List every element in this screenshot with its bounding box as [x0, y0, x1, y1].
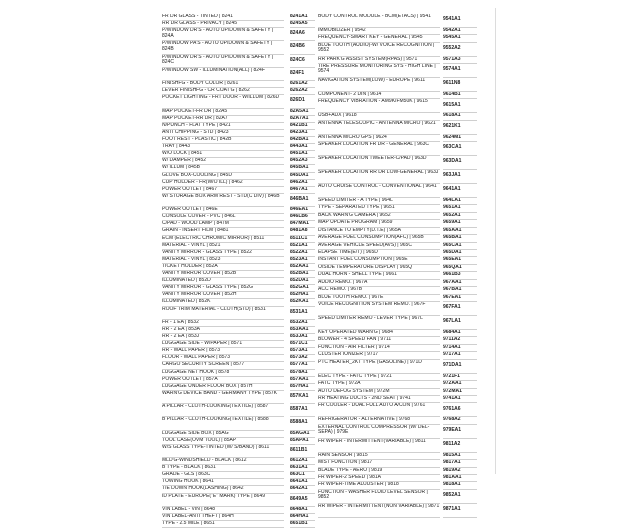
- left-row-description: ID PLATE - EUROPE("E" MARK) TYPE | 8649: [162, 494, 284, 507]
- right-row-description: MAP UPDATE PROGRAM | 9659: [318, 220, 440, 227]
- right-row-description: ELEC TYPE - FATC TYPE | 9721: [318, 374, 440, 381]
- left-row-description: W/ STORAGE BOX ARM REST - STD(C DIV) | 846B: [162, 194, 284, 207]
- right-row-description: AVERAGE FUEL CONSUMPTION(AFC) | 965B: [318, 235, 440, 242]
- left-row-description: ANTI CHIPPING - STD | 8423: [162, 130, 284, 137]
- left-row-code: 85APA1: [290, 438, 315, 445]
- right-row-code: 9714A1: [443, 345, 477, 352]
- left-row-description: T/E DOWN HOOK(LASHING) | 8642: [162, 486, 284, 493]
- right-row-description: BLUE TOOTH (AUDIO)-W/ VOICE RECOGNITION | 9552: [318, 43, 440, 57]
- left-row-description: CONSOLE COVER - PVC | 846L: [162, 214, 284, 221]
- right-row-code: 981AA1: [443, 475, 477, 482]
- left-row-description: TOOL CASE(OVM TOOL) | 85AP: [162, 438, 284, 445]
- right-row-description: KEY OPERATED WARN'G | 9684: [318, 330, 440, 337]
- left-row-code: 846BA1: [290, 194, 315, 207]
- left-row-code: 8451A1: [290, 151, 315, 158]
- left-row-description: TRAY | 8443: [162, 144, 284, 151]
- right-row-description: RR PARK'G ASSIST SYSTEM(RPAS) | 9571: [318, 57, 440, 64]
- left-row-code: 852AA1: [290, 264, 315, 271]
- left-row-code: 8467A1: [290, 187, 315, 194]
- left-row-code: 857KA1: [290, 391, 315, 404]
- left-row-description: VANITY MIRROR - GLASS TYPE | 852G: [162, 285, 284, 292]
- left-row-description: ILLUMINATED | 852K: [162, 299, 284, 306]
- right-row-code: 965EA1: [443, 257, 477, 264]
- left-row-code: 8511C1: [290, 236, 315, 243]
- right-row-description: IMMOBILIZER | 9542: [318, 28, 440, 35]
- left-row-description: FOOT REST - PLASTIC | 842B: [162, 137, 284, 144]
- right-row-code: 9768A2: [443, 417, 477, 424]
- right-row-description: SPEED LIMITER - A TYPE | 964L: [318, 198, 440, 205]
- left-row-code: 85AGA1: [290, 431, 315, 438]
- right-row-code: 965AA1: [443, 228, 477, 235]
- right-row-description: FUNCTION - AIR FILTER | 9714: [318, 345, 440, 352]
- right-row-code: 9542A1: [443, 28, 477, 35]
- right-row-description: FR WIPER-TIME ADJUSTER | 9818: [318, 482, 440, 489]
- right-row-code: 972AA1: [443, 381, 477, 388]
- left-row-code: 826D1: [290, 95, 315, 108]
- left-description-column: [162, 14, 284, 528]
- left-row-code: 8573A1: [290, 348, 315, 355]
- left-row-code: 8642A1: [290, 486, 315, 493]
- left-row-description: ROOF TRIM MATERIAL - CLOTH(STD) | 8531: [162, 307, 284, 320]
- left-row-description: P/WINDOW DR'S - AUTO UP/DOWN & SAFETY | 824A: [162, 28, 284, 41]
- left-row-code: 847MA1: [290, 221, 315, 228]
- left-row-code: 8641A1: [290, 479, 315, 486]
- right-row-code: 9545A1: [443, 35, 477, 42]
- left-row-code: 8573A2: [290, 355, 315, 362]
- right-row-code: 964LA1: [443, 198, 477, 205]
- left-row-code: 852HA1: [290, 292, 315, 299]
- left-row-description: LUGGAGE SIDE - W/PAPER | 8571: [162, 341, 284, 348]
- right-row-description: ELAPSE TIME(E/T) | 965D: [318, 250, 440, 257]
- right-row-code: 9721F1: [443, 374, 477, 381]
- right-row-code: 967AA1: [443, 280, 477, 287]
- right-row-description: NAVIGATION SYSTEM(LOW) - EUROPE | 9611: [318, 78, 440, 92]
- right-row-description: VOICE RECOGNITION SYSTEM REMO. | 967F: [318, 302, 440, 316]
- right-row-code: 9615A1: [443, 99, 477, 113]
- left-row-description: W/O LOCK | 8451: [162, 151, 284, 158]
- right-row-code: 965BA1: [443, 235, 477, 242]
- right-row-code: 967LA1: [443, 316, 477, 330]
- left-row-description: POCKET LIGHTING - FRT DOOR - W/ILLUM | 826D: [162, 95, 284, 108]
- left-row-code: 857AA1: [290, 377, 315, 384]
- left-row-code: 8571C1: [290, 341, 315, 348]
- left-row-description: WARN'G DEVICE BAND - GERMANY TYPE | 857K: [162, 391, 284, 404]
- left-row-code: 8649A5: [290, 494, 315, 507]
- left-row-description: C/PAD - WOOD LAMP | 847M: [162, 221, 284, 228]
- left-row-description: MLD'G-WINDSHIELD - BLACK | 8612: [162, 458, 284, 465]
- right-row-code: 9817A1: [443, 460, 477, 467]
- left-row-description: A PILLAR - CLOTH-LOOKING(TEXTILE) | 8587: [162, 404, 284, 417]
- page-edge-divider: [495, 8, 496, 474]
- right-row-code: 9574A1: [443, 64, 477, 78]
- right-row-code: 9652A1: [443, 213, 477, 220]
- right-row-code: 9651A1: [443, 205, 477, 212]
- left-row-description: TYPE - 2.5 MILE | 8651: [162, 521, 284, 528]
- left-row-code: 8421B1: [290, 123, 315, 130]
- left-row-code: 8577A1: [290, 362, 315, 369]
- right-row-code: 965QA1: [443, 265, 477, 272]
- right-row-description: COMPONENT- 2 DIN | 9614: [318, 92, 440, 99]
- left-row-code: 846EA1: [290, 207, 315, 214]
- right-row-description: FATC TYPE | 972A: [318, 381, 440, 388]
- left-row-description: TICKET HOLDER | 852A: [162, 264, 284, 271]
- right-code-column: [443, 14, 477, 518]
- right-row-description: SPEAKER LOCATION RR DR LOW-GENERAL | 963J: [318, 170, 440, 184]
- right-row-description: FR WIPER-2 SPEED | 981A: [318, 475, 440, 482]
- right-row-description: ACC REMO. | 967B: [318, 287, 440, 294]
- right-row-code: 9624M1: [443, 135, 477, 142]
- left-row-code: 8588A1: [290, 417, 315, 430]
- left-row-description: MAP POCKET-FR DR | 82A5: [162, 109, 284, 116]
- right-row-description: BLADE TYPE - AERO | 9819: [318, 468, 440, 475]
- left-row-description: VIN LABEL - VIN | 8648: [162, 507, 284, 514]
- left-code-column: [290, 14, 315, 528]
- left-row-code: 857HA1: [290, 384, 315, 391]
- left-row-code: 8481A8: [290, 228, 315, 235]
- left-row-code: 824C6: [290, 55, 315, 68]
- left-row-description: POWER OUTLET | 8467: [162, 187, 284, 194]
- left-row-description: CARGO SECURITY SCREEN | 8577: [162, 362, 284, 369]
- left-row-description: VIN LABEL-ANTI THEFT | 864H: [162, 514, 284, 521]
- right-row-code: 9552A2: [443, 43, 477, 57]
- right-row-code: 9571A3: [443, 57, 477, 64]
- left-row-code: 8522A1: [290, 250, 315, 257]
- right-row-description: TYPE - SEPARATED TYPE | 9651: [318, 205, 440, 212]
- left-row-code: 824A6: [290, 28, 315, 41]
- left-row-description: GRAIN - INSERT FILM | 8481: [162, 228, 284, 235]
- right-row-code: 9741A1: [443, 396, 477, 403]
- right-row-code: 9611N8: [443, 78, 477, 92]
- right-row-code: 9871A1: [443, 504, 477, 518]
- left-row-description: VANITY MIRROR COVER | 852B: [162, 271, 284, 278]
- right-description-column: [318, 14, 440, 518]
- left-row-description: W/S GLASS TYPE-TINTED (W/ S/BAND) | 8611: [162, 445, 284, 458]
- left-row-description: RR - WALL PAPER | 8573: [162, 348, 284, 355]
- left-row-code: 8423A1: [290, 130, 315, 137]
- left-row-code: 852KA1: [290, 299, 315, 306]
- left-row-description: FINISHFG - BODY COLOR | 8261: [162, 81, 284, 88]
- left-row-description: LUGGAGE NET HOOK | 8578: [162, 370, 284, 377]
- left-row-description: VANITY MIRROR - GLASS TYPE | 8522: [162, 250, 284, 257]
- left-row-description: P/WINDOW PA'S - AUTO UP/DOWN & SAFETY | 824B: [162, 41, 284, 54]
- right-row-description: BLUE TOOTH REMO. | 967E: [318, 295, 440, 302]
- right-row-code: 9659A1: [443, 220, 477, 227]
- right-row-description: REFRIGERATOR - ALTERNATIVE | 9768: [318, 417, 440, 424]
- left-row-description: FR - 1 EA | 8532: [162, 320, 284, 327]
- right-row-code: 967EA1: [443, 295, 477, 302]
- right-row-description: BODY CONTROL MODULE - BCM(ETACS) | 9541: [318, 14, 440, 28]
- left-row-description: LUGGAGE UNDER FLOOR BOX | 857H: [162, 384, 284, 391]
- right-row-description: CLUSTER IONIZER | 9717: [318, 352, 440, 359]
- right-row-code: 963DA1: [443, 156, 477, 170]
- left-row-description: W/ DAMPER | 8452: [162, 158, 284, 165]
- left-row-code: 824F1: [290, 68, 315, 81]
- left-row-description: LEVER FINISHFG - CR COAT'G | 8262: [162, 88, 284, 95]
- right-row-description: FR WIPER - INTERMITTENT(VARIABLE) | 9811: [318, 439, 440, 453]
- right-row-description: BLOWER - 4 SPEED FAN | 9711: [318, 337, 440, 344]
- right-row-description: BACK WARN'G CAMERA | 9652: [318, 213, 440, 220]
- left-row-description: LUGGAGE SIDE BOX | 85AG: [162, 431, 284, 438]
- left-row-code: 852BA1: [290, 271, 315, 278]
- left-row-description: RR - 2 EA | 853A: [162, 327, 284, 334]
- left-row-description: RR DR GLASS - PRIVACY | 8245: [162, 21, 284, 28]
- left-row-code: 8648A1: [290, 507, 315, 514]
- right-row-code: 963CA1: [443, 142, 477, 156]
- right-row-code: 9818A1: [443, 482, 477, 489]
- right-row-code: 965DA1: [443, 250, 477, 257]
- left-row-code: 842BA1: [290, 137, 315, 144]
- left-row-description: CUP HOLDER - FR(W/O ILL) | 8462: [162, 180, 284, 187]
- left-row-description: ECM (ELECTRIC CHROMIC MIRROR) | 8511: [162, 236, 284, 243]
- left-row-description: W/ ILLUM | 845B: [162, 165, 284, 172]
- left-row-description: GRADE - GLS | 863C: [162, 472, 284, 479]
- left-row-description: B PILLAR - CLOTH-LOOKING(TEXTILE) | 8588: [162, 417, 284, 430]
- right-row-code: 9811A2: [443, 439, 477, 453]
- right-row-description: PTC HEATER_2KT TYPE (GASOLINE) | 971D: [318, 360, 440, 374]
- right-row-code: 9614B1: [443, 92, 477, 99]
- right-row-description: RR WIPER - INTERMITTENT(NON VARIABLE) | 9871: [318, 504, 440, 518]
- left-row-description: GLOVE BOX-COOLING | 845D: [162, 173, 284, 180]
- left-row-code: 8462A1: [290, 180, 315, 187]
- right-row-code: 9684A1: [443, 330, 477, 337]
- left-row-description: POWER OUTLET | 846E: [162, 207, 284, 214]
- right-row-code: 972MA1: [443, 389, 477, 396]
- left-row-code: 863C1: [290, 472, 315, 479]
- right-row-description: INSTANT FUEL CONSUMPTION | 965E: [318, 257, 440, 264]
- left-row-code: 8578A1: [290, 370, 315, 377]
- left-row-code: 8532A1: [290, 320, 315, 327]
- right-row-description: O/SIDE TEMPERATURE DISPLAY | 965Q: [318, 265, 440, 272]
- left-row-code: 8521A1: [290, 243, 315, 250]
- right-row-description: SPEED LIMITER REMO - LEVER TYPE | 967L: [318, 316, 440, 330]
- left-row-code: 8262A2: [290, 88, 315, 95]
- left-row-description: P/WINDOW DR'S - AUTO UP/DOWN & SAFETY | 824C: [162, 55, 284, 68]
- right-row-description: USB+AUX | 9618: [318, 113, 440, 120]
- right-row-description: MIST FUNCTION | 9817: [318, 460, 440, 467]
- right-row-description: EXTERNAL CONTROL COMPRESSOR (W/ DEL-SEPA) | 979E: [318, 425, 440, 439]
- left-row-description: RR - 2 EA | 853J: [162, 334, 284, 341]
- right-row-description: DISTANCE TO EMPTY(D.T.E) | 965A: [318, 228, 440, 235]
- left-row-description: ILLUMINATED | 852D: [162, 278, 284, 285]
- left-row-code: 8531A1: [290, 307, 315, 320]
- left-row-description: POWER OUTLET | 857A: [162, 377, 284, 384]
- right-row-code: 979EA1: [443, 425, 477, 439]
- right-row-description: ANTENNA MICRO GPS | 9624: [318, 135, 440, 142]
- right-row-code: 971DA1: [443, 360, 477, 374]
- right-row-description: AUTO DEFOG SYSTEM | 972M: [318, 389, 440, 396]
- left-row-code: 8443A1: [290, 144, 315, 151]
- left-row-code: 82A7A1: [290, 116, 315, 123]
- right-row-description: ANTENNA TELESCOPIC - ANTENNA MICRO | 9621: [318, 121, 440, 135]
- left-row-code: 8631A1: [290, 465, 315, 472]
- left-row-code: 852GA1: [290, 285, 315, 292]
- right-row-code: 965CA1: [443, 243, 477, 250]
- left-row-code: 852DA1: [290, 278, 315, 285]
- left-row-code: 8241A1: [290, 14, 315, 21]
- left-row-description: MATERIAL - VINYL | 8521: [162, 243, 284, 250]
- left-row-description: B TYPE - BLACK | 8631: [162, 465, 284, 472]
- left-row-code: 824B6: [290, 41, 315, 54]
- right-row-code: 9717A1: [443, 352, 477, 359]
- left-row-code: 8245A5: [290, 21, 315, 28]
- left-row-code: 8611B1: [290, 445, 315, 458]
- right-row-description: FR COOLER - DUAL FULL AUTO A/CON | 9761: [318, 403, 440, 417]
- right-row-code: 9621K1: [443, 121, 477, 135]
- left-row-description: MAP POCKET-RR DR | 82A7: [162, 116, 284, 123]
- right-row-code: 9815A1: [443, 453, 477, 460]
- right-row-code: 967FA1: [443, 302, 477, 316]
- right-row-description: AUTO CRUISE CONTROL - CONVENTIONAL | 9641: [318, 184, 440, 198]
- right-row-code: 9761A6: [443, 403, 477, 417]
- left-row-code: 82A5A1: [290, 109, 315, 116]
- right-row-description: AVERAGE VEHICLE SPEED(AVS) | 965C: [318, 243, 440, 250]
- left-row-description: VANITY MIRROR COVER | 852H: [162, 292, 284, 299]
- left-row-code: 864HA1: [290, 514, 315, 521]
- right-row-code: 967BA1: [443, 287, 477, 294]
- left-row-code: 845DA1: [290, 173, 315, 180]
- right-row-description: TIRE PRESSURE MONITORING SYS - HIGH LINE | 9574: [318, 64, 440, 78]
- left-row-description: MATERIAL - VINYL | 8523: [162, 257, 284, 264]
- left-row-code: 8651B1: [290, 521, 315, 528]
- right-row-description: SPEAKER LOCATION FR DR - GENERAL | 963C: [318, 142, 440, 156]
- right-row-code: 9711A2: [443, 337, 477, 344]
- right-row-code: 9618A1: [443, 113, 477, 120]
- right-row-code: 9541A1: [443, 14, 477, 28]
- right-row-code: 9819A2: [443, 468, 477, 475]
- left-row-description: FR DR GLASS - TINTED | 8241: [162, 14, 284, 21]
- left-row-code: 853AA1: [290, 327, 315, 334]
- left-row-code: 8612A1: [290, 458, 315, 465]
- left-row-code: 845BA1: [290, 165, 315, 172]
- right-row-description: DUAL HORN - SHELL TYPE | 9661: [318, 272, 440, 279]
- left-row-description: FLOOR - WALL PAPER | 8573: [162, 355, 284, 362]
- right-row-code: 963JA1: [443, 170, 477, 184]
- right-row-description: FREQUENCY-SMART KEY - GENERAL | 9545: [318, 35, 440, 42]
- left-row-code: 853JA1: [290, 334, 315, 341]
- left-row-description: TOWING HOOK | 8641: [162, 479, 284, 486]
- right-row-description: FREQUENCY VIBRATION - AM9K/FM50K | 9615: [318, 99, 440, 113]
- left-row-code: 8523A1: [290, 257, 315, 264]
- right-row-code: 9661B3: [443, 272, 477, 279]
- left-row-code: 8587A1: [290, 404, 315, 417]
- left-row-code: 8452A3: [290, 158, 315, 165]
- right-row-description: FUNCTION - WASHER FLUID LEVEL SENSOR | 9852: [318, 490, 440, 504]
- right-row-description: RAIN SENSOR | 9815: [318, 453, 440, 460]
- left-row-description: N/PUNCH - FLAT TYPE | 8421: [162, 123, 284, 130]
- left-row-code: 8261A2: [290, 81, 315, 88]
- left-row-description: P/WINDOW SW - ILLUMINATION(ALL) | 824F: [162, 68, 284, 81]
- right-row-description: SPEAKER LOCATION TWEETER-C/PAD | 963D: [318, 156, 440, 170]
- left-row-code: 846LB6: [290, 214, 315, 221]
- right-row-code: 9852A1: [443, 490, 477, 504]
- right-row-code: 9641A1: [443, 184, 477, 198]
- right-row-description: AUDIO REMO. | 967A: [318, 280, 440, 287]
- right-row-description: RR HEATING DUCTS - 2ND SEAT | 9741: [318, 396, 440, 403]
